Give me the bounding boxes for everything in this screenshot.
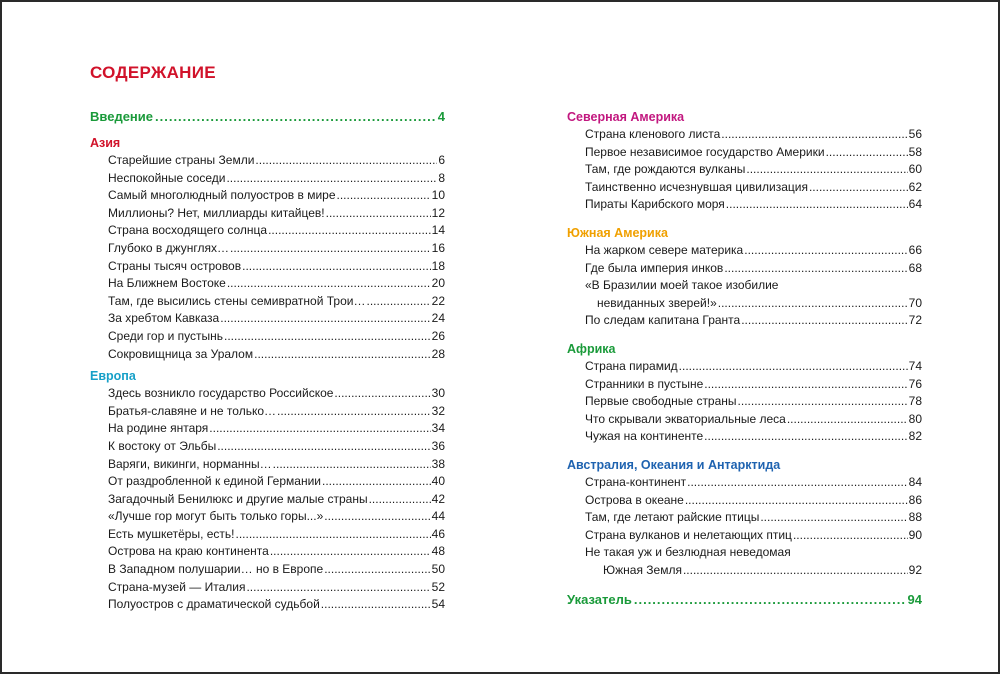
toc-entry[interactable] (567, 428, 922, 446)
toc-entry-page: 76 (908, 376, 922, 391)
toc-entry[interactable] (90, 438, 445, 456)
leader-dots (679, 358, 908, 376)
toc-entry[interactable] (90, 222, 445, 240)
leader-dots (270, 543, 431, 561)
toc-entry[interactable] (90, 346, 445, 364)
toc-intro-page: 4 (437, 109, 445, 124)
toc-entry-label: Там, где рождаются вулканы (585, 162, 746, 177)
toc-entry-label: За хребтом Кавказа (108, 311, 220, 326)
leader-dots (718, 295, 908, 313)
section-title-asia: Азия (90, 136, 121, 150)
toc-entry[interactable] (567, 411, 922, 429)
section-south-america (567, 224, 922, 330)
toc-entry-page: 64 (908, 197, 922, 212)
toc-entry-label: Полуостров с драматической судьбой (108, 597, 320, 612)
leader-dots (685, 492, 908, 510)
toc-left-column (90, 108, 445, 614)
toc-entry-page: 60 (908, 162, 922, 177)
toc-entry[interactable] (567, 196, 922, 214)
toc-entry-page: 28 (431, 346, 445, 361)
toc-entry[interactable] (90, 579, 445, 597)
toc-entry[interactable] (567, 126, 922, 144)
toc-entry-page: 70 (908, 295, 922, 310)
toc-entry-page: 84 (908, 474, 922, 489)
toc-intro[interactable] (90, 108, 445, 126)
toc-entry[interactable] (90, 258, 445, 276)
toc-entry-page: 24 (431, 311, 445, 326)
leader-dots (324, 561, 430, 579)
toc-entry[interactable] (90, 328, 445, 346)
toc-entry-page: 8 (438, 170, 445, 185)
toc-entry-label: Братья-славяне и не только… (108, 403, 277, 418)
toc-entry-page: 26 (431, 328, 445, 343)
section-australia (567, 456, 922, 580)
leader-dots (217, 438, 430, 456)
toc-entry-continuation (585, 562, 922, 580)
toc-entry-page: 80 (908, 411, 922, 426)
toc-entry[interactable] (567, 179, 922, 197)
toc-entry[interactable] (567, 492, 922, 510)
toc-entry-page: 16 (431, 240, 445, 255)
toc-entry-label: На родине янтаря (108, 421, 209, 436)
toc-entry-page: 12 (431, 205, 445, 220)
toc-entry[interactable] (90, 187, 445, 205)
toc-entry[interactable] (567, 242, 922, 260)
toc-entry[interactable] (90, 508, 445, 526)
leader-dots (224, 328, 431, 346)
toc-entry-page: 88 (908, 510, 922, 525)
toc-entry-label: Неспокойные соседи (108, 170, 226, 185)
toc-entry[interactable] (567, 509, 922, 527)
toc-entry-label: невиданных зверей!» (597, 295, 717, 310)
toc-entry-page: 74 (908, 358, 922, 373)
leader-dots (337, 187, 431, 205)
toc-entry[interactable] (567, 393, 922, 411)
section-title-africa: Африка (567, 341, 616, 356)
page-title: СОДЕРЖАНИЕ (90, 63, 216, 82)
toc-entry-page: 36 (431, 438, 445, 453)
toc-entry-label: Варяги, викинги, норманны… (108, 456, 272, 471)
section-africa (567, 340, 922, 446)
north-america-entry-list (567, 126, 922, 214)
toc-entry-page: 38 (431, 456, 445, 471)
toc-entry-label: Страна восходящего солнца (108, 223, 268, 238)
toc-entry-label: Страна-музей — Италия (108, 579, 246, 594)
leader-dots (246, 579, 430, 597)
leader-dots (369, 491, 431, 509)
toc-entry-label: От раздробленной к единой Германии (108, 474, 321, 489)
toc-entry-label: В Западном полушарии… но в Европе (108, 562, 324, 577)
toc-entry-page: 14 (431, 223, 445, 238)
toc-entry-page: 32 (431, 403, 445, 418)
leader-dots (230, 240, 431, 258)
leader-dots (268, 222, 431, 240)
toc-entry-page: 18 (431, 258, 445, 273)
leader-dots (366, 293, 430, 311)
toc-entry-label: Страна-континент (585, 474, 687, 489)
leader-dots (687, 474, 908, 492)
toc-entry-label: «Лучше гор могут быть только горы...» (108, 509, 324, 524)
toc-entry-page: 30 (431, 386, 445, 401)
leader-dots (273, 456, 431, 474)
toc-entry[interactable] (567, 277, 922, 312)
toc-entry-label: Загадочный Бенилюкс и другие малые страны (108, 491, 368, 506)
toc-entry-label: Старейшие страны Земли (108, 153, 255, 167)
toc-entry[interactable] (90, 543, 445, 561)
toc-entry[interactable] (90, 293, 445, 311)
toc-entry-page: 44 (431, 509, 445, 524)
toc-entry[interactable] (90, 275, 445, 293)
toc-entry-label: Миллионы? Нет, миллиарды китайцев! (108, 205, 325, 220)
toc-entry-label: Страна пирамид (585, 358, 678, 373)
toc-entry-page: 66 (908, 242, 922, 257)
toc-entry[interactable] (90, 491, 445, 509)
section-title-north-america: Северная Америка (567, 110, 685, 124)
toc-entry-page: 20 (431, 276, 445, 291)
toc-entry-label: Где была империя инков (585, 260, 724, 275)
toc-right-column (567, 108, 922, 609)
toc-index-label: Указатель (567, 592, 632, 608)
toc-entry-continuation (585, 295, 922, 313)
leader-dots (787, 411, 908, 429)
toc-entry-page: 82 (908, 429, 922, 444)
leader-dots (277, 403, 431, 421)
toc-entry-label: Чужая на континенте (585, 429, 704, 444)
leader-dots (226, 170, 437, 188)
toc-entry-label: Самый многолюдный полуостров в мире (108, 188, 336, 203)
toc-entry-label: Пираты Карибского моря (585, 197, 725, 212)
leader-dots (724, 260, 907, 278)
leader-dots (326, 205, 431, 223)
leader-dots (254, 346, 431, 364)
leader-dots (321, 596, 431, 614)
toc-entry-page: 46 (431, 526, 445, 541)
toc-entry-label: Среди гор и пустынь (108, 328, 223, 343)
toc-entry-label: «В Бразилии моей такое изобилие (585, 278, 779, 293)
toc-entry-label: Страна кленового листа (585, 127, 721, 141)
toc-entry-label: Есть мушкетёры, есть! (108, 526, 235, 541)
toc-entry-label: Там, где высились стены семивратной Трои… (108, 293, 366, 308)
toc-entry-label: Первые свободные страны (585, 394, 737, 409)
leader-dots (793, 527, 908, 545)
toc-entry-label: Первое независимое государство Америки (585, 144, 825, 159)
toc-index-page: 94 (907, 592, 922, 608)
toc-entry-page: 48 (431, 544, 445, 559)
toc-entry[interactable] (90, 420, 445, 438)
toc-entry[interactable] (90, 526, 445, 544)
toc-entry[interactable] (567, 527, 922, 545)
leader-dots (721, 126, 907, 144)
leader-dots (334, 385, 430, 403)
toc-entry-label: По следам капитана Гранта (585, 313, 741, 328)
toc-entry-page: 58 (908, 144, 922, 159)
toc-entry-page: 78 (908, 394, 922, 409)
toc-entry-page: 40 (431, 474, 445, 489)
toc-entry-page: 68 (908, 260, 922, 275)
leader-dots (634, 591, 906, 609)
leader-dots (704, 376, 907, 394)
toc-entry[interactable] (90, 473, 445, 491)
toc-entry-page: 56 (908, 127, 922, 141)
toc-entry-label: Страна вулканов и нелетающих птиц (585, 527, 792, 542)
leader-dots (704, 428, 907, 446)
toc-entry-label: Не такая уж и безлюдная неведомая (585, 545, 791, 560)
section-europe (90, 367, 445, 614)
leader-dots (155, 108, 436, 126)
toc-entry-label: Сокровищница за Уралом (108, 346, 254, 361)
leader-dots (746, 161, 907, 179)
leader-dots (738, 393, 908, 411)
leader-dots (760, 509, 907, 527)
toc-entry[interactable] (90, 240, 445, 258)
section-asia (90, 134, 445, 363)
toc-entry[interactable] (567, 312, 922, 330)
toc-entry-page: 72 (908, 313, 922, 328)
section-title-south-america: Южная Америка (567, 225, 668, 240)
toc-entry-label: К востоку от Эльбы (108, 438, 217, 453)
leader-dots (227, 275, 431, 293)
toc-entry-label: Страны тысяч островов (108, 258, 242, 273)
toc-entry[interactable] (90, 152, 445, 170)
europe-entry-list (90, 385, 445, 614)
toc-entry-page: 52 (431, 579, 445, 594)
toc-entry-label: На Ближнем Востоке (108, 276, 226, 291)
toc-entry[interactable] (90, 205, 445, 223)
toc-entry[interactable] (567, 376, 922, 394)
toc-intro-label: Введение (90, 109, 153, 124)
leader-dots (242, 258, 431, 276)
toc-entry-page: 22 (431, 293, 445, 308)
leader-dots (726, 196, 908, 214)
toc-entry-label: Острова на краю континента (108, 544, 269, 559)
toc-entry-page: 6 (438, 153, 445, 167)
toc-entry-page: 62 (908, 179, 922, 194)
leader-dots (324, 508, 430, 526)
toc-entry-page: 42 (431, 491, 445, 506)
asia-entry-list (90, 152, 445, 363)
toc-entry[interactable] (90, 403, 445, 421)
toc-entry-label: Острова в океане (585, 492, 684, 507)
leader-dots (826, 144, 908, 162)
africa-entry-list (567, 358, 922, 446)
toc-entry[interactable] (90, 310, 445, 328)
toc-entry-page: 86 (908, 492, 922, 507)
toc-entry-page: 10 (431, 188, 445, 203)
australia-entry-list (567, 474, 922, 544)
toc-entry-page: 34 (431, 421, 445, 436)
leader-dots (744, 242, 907, 260)
toc-entry[interactable] (567, 144, 922, 162)
toc-entry-label: Что скрывали экваториальные леса (585, 411, 786, 426)
leader-dots (322, 473, 431, 491)
toc-entry[interactable] (90, 561, 445, 579)
south-america-entry-list (567, 242, 922, 277)
toc-entry[interactable] (567, 358, 922, 376)
toc-entry-label: Странники в пустыне (585, 376, 704, 391)
leader-dots (809, 179, 908, 197)
toc-index[interactable] (567, 591, 922, 609)
toc-entry-label: Глубоко в джунглях… (108, 240, 230, 255)
toc-entry[interactable] (90, 456, 445, 474)
toc-entry[interactable] (90, 170, 445, 188)
leader-dots (683, 562, 908, 580)
toc-entry-page: 92 (908, 562, 922, 577)
toc-entry[interactable] (90, 596, 445, 614)
leader-dots (255, 152, 437, 170)
toc-entry[interactable] (567, 260, 922, 278)
toc-entry[interactable] (90, 385, 445, 403)
toc-entry-label: Там, где летают райские птицы (585, 510, 760, 525)
section-north-america (567, 108, 922, 214)
leader-dots (220, 310, 430, 328)
toc-entry-page: 90 (908, 527, 922, 542)
leader-dots (741, 312, 907, 330)
section-title-europe: Европа (90, 369, 136, 384)
toc-entry[interactable] (567, 544, 922, 579)
leader-dots (209, 420, 430, 438)
toc-entry-label: Таинственно исчезнувшая цивилизация (585, 179, 808, 194)
toc-entry-label: Южная Земля (603, 562, 682, 577)
toc-entry-page: 50 (431, 562, 445, 577)
leader-dots (236, 526, 431, 544)
toc-entry-page: 54 (431, 597, 445, 612)
toc-entry-label: На жарком севере материка (585, 242, 744, 257)
section-title-australia: Австралия, Океания и Антарктида (567, 457, 781, 472)
toc-entry-label: Здесь возникло государство Российское (108, 386, 334, 401)
toc-entry[interactable] (567, 161, 922, 179)
toc-entry[interactable] (567, 474, 922, 492)
